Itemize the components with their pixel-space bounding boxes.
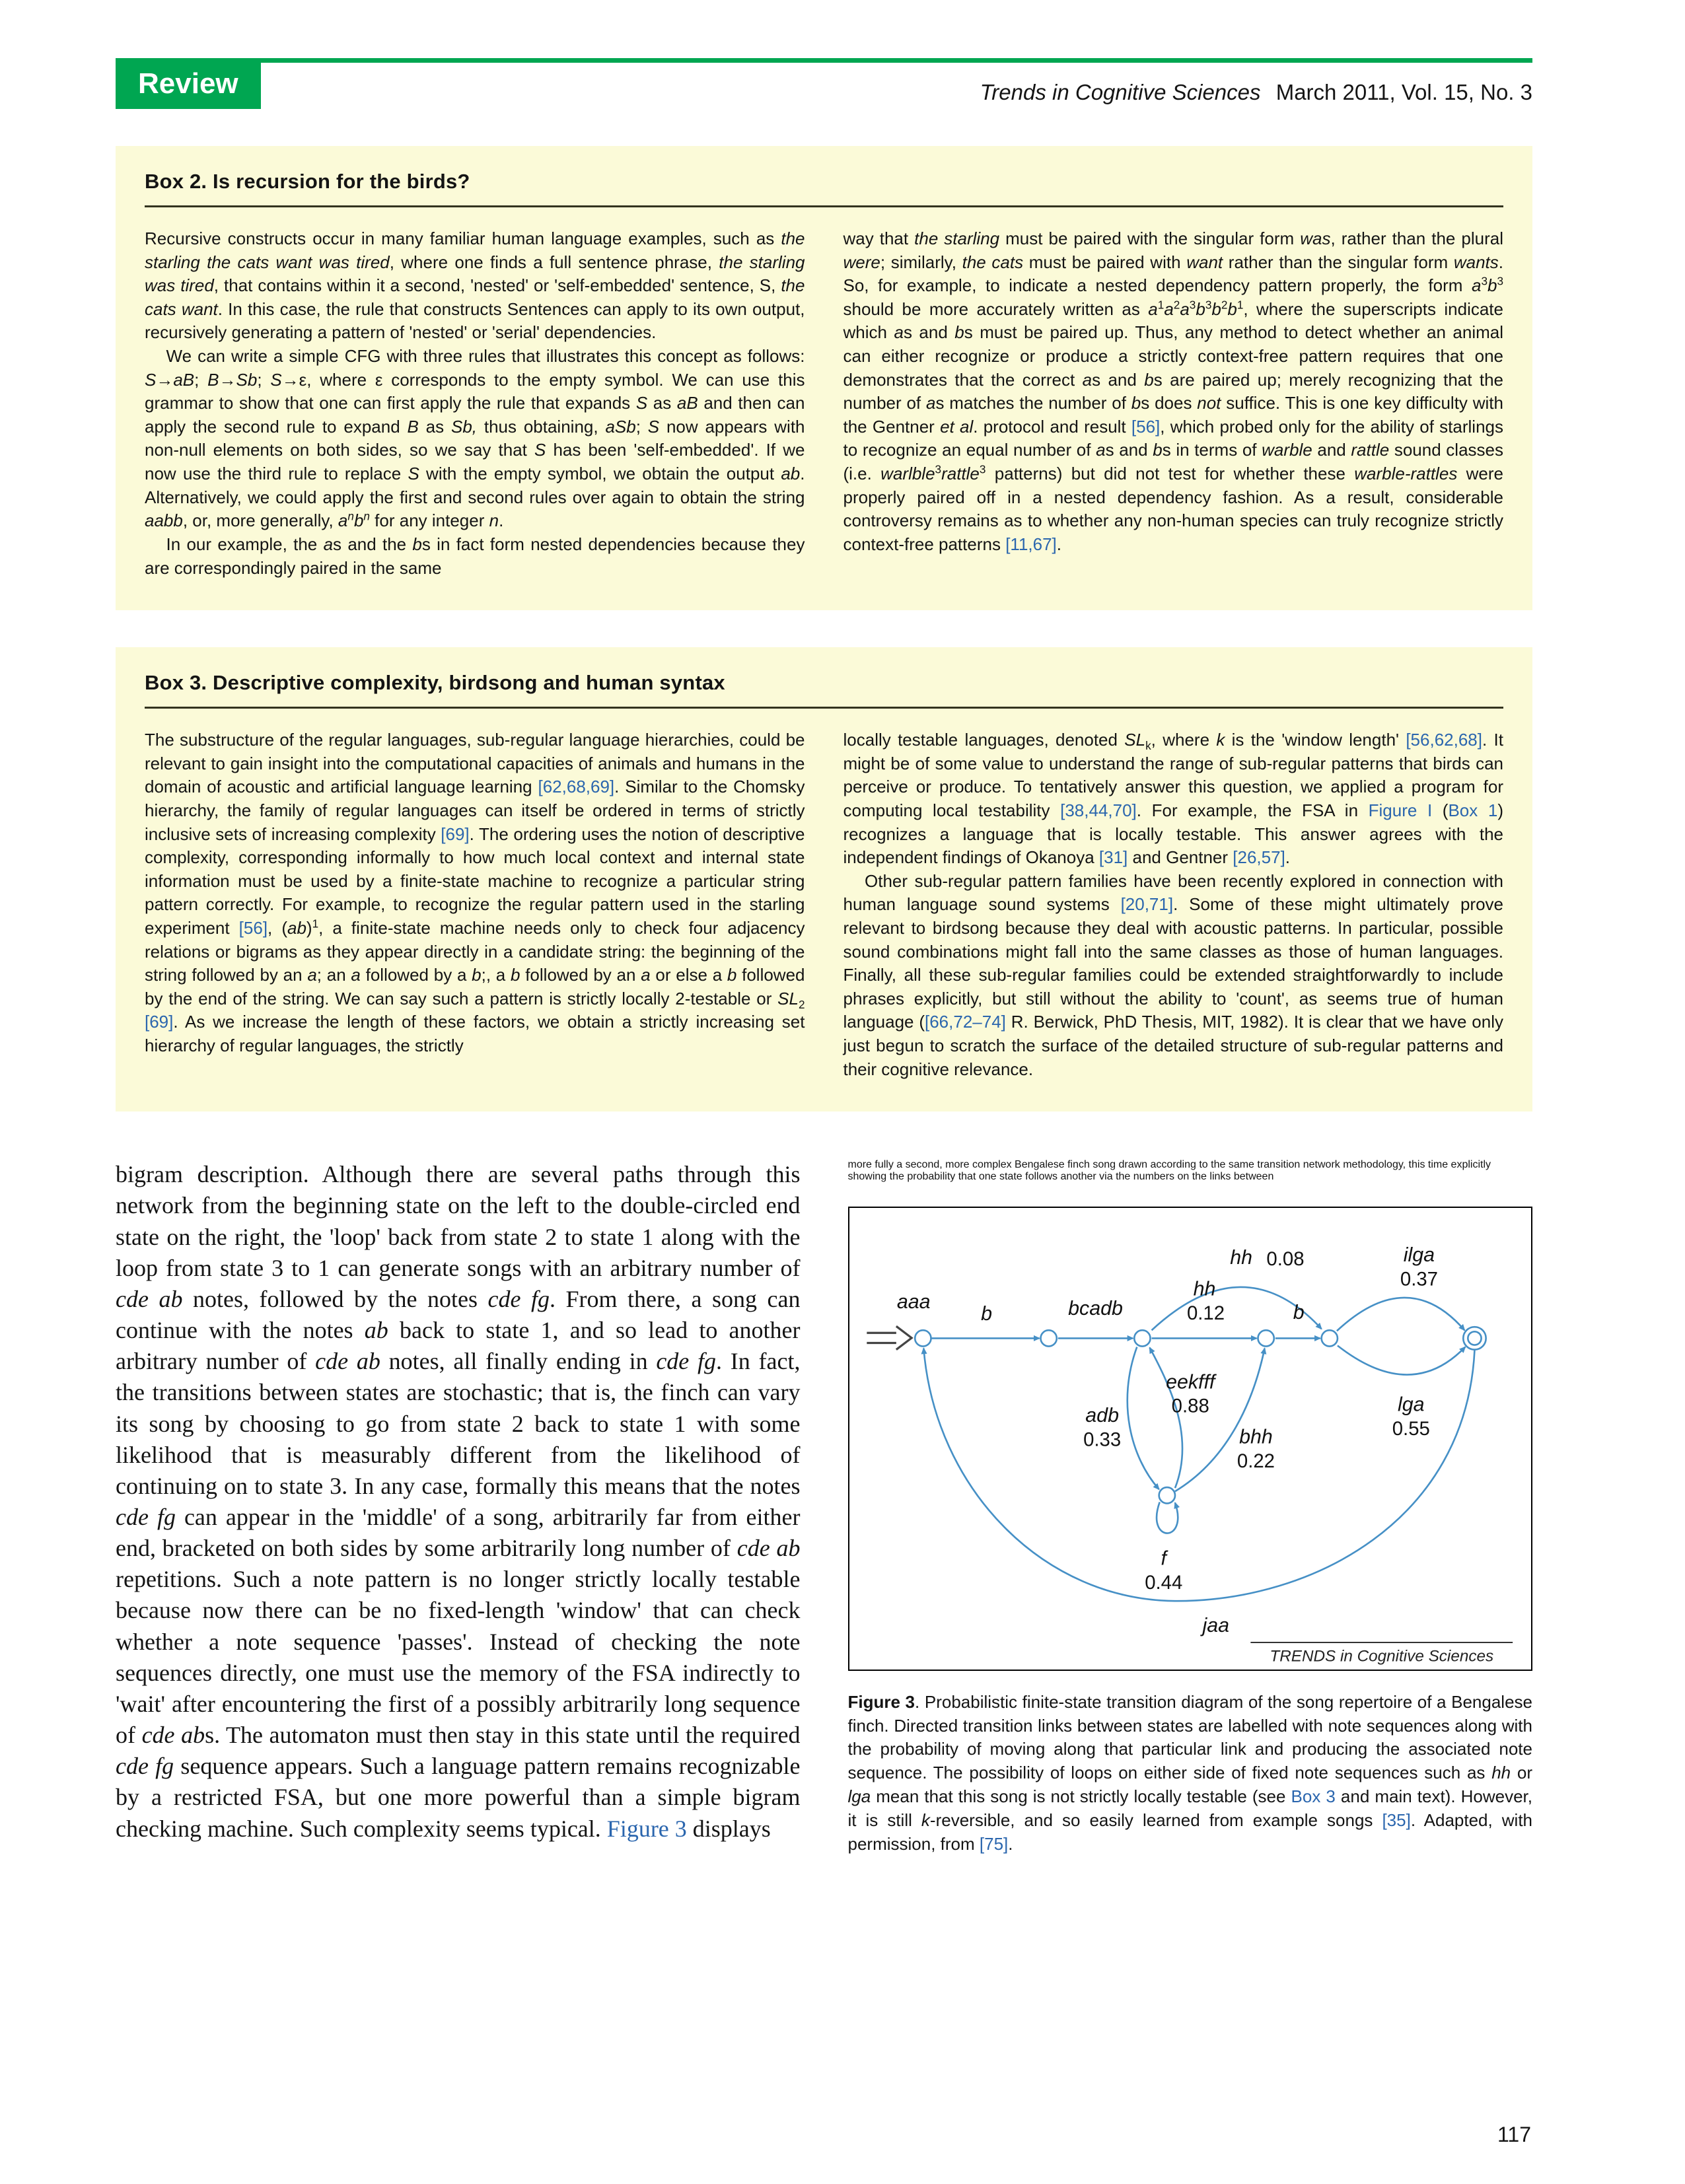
- label-lga-prob: 0.55: [1392, 1418, 1430, 1440]
- box2-left-column: [145, 227, 805, 580]
- edge-s3-lower: [1127, 1347, 1159, 1490]
- citation-link[interactable]: [20,71]: [1120, 894, 1174, 915]
- body-left-column: [116, 1159, 801, 1856]
- main-body: [116, 1159, 1532, 1856]
- label-b1: b: [980, 1303, 992, 1325]
- paragraph: The substructure of the regular languages, sub-regular language hierarchies, could be relevant to gain insight into the computational capacities of animals and humans in the domain of acoustic and artificial language learning [62,68,69]. Similar to the Chomsky hierarchy, the family of regular languages can itself be ordered in terms of strictly inclusive sets of increasing complexity [69]. The ordering uses the notion of descriptive complexity, corresponding informally to how much local context and internal state information must be used by a finite-state machine to recognize a particular string pattern correctly. For example, to recognize the regular pattern used in the starling experiment [56], (ab)$^1$, a finite-state machine needs only to check four adjacency relations or bigrams as they appear directly in a candidate string: the beginning of the string followed by an a; an a followed by a b;, a b followed by an a or else a b followed by the end of the string. We can say such a pattern is strictly locally 2-testable or $SL_2$ [69]. As we increase the length of these factors, we obtain a strictly increasing set hierarchy of regular languages, the strictly: [145, 730, 805, 1056]
- box2-title-rule: [145, 205, 1503, 207]
- page-header: [116, 58, 1532, 109]
- citation-link[interactable]: [66,72–74]: [925, 1012, 1006, 1032]
- journal-masthead: [980, 63, 1532, 105]
- label-hh12-prob: 0.12: [1186, 1302, 1225, 1325]
- figure3-caption: Figure 3. Probabilistic finite-state transition diagram of the song repertoire of a Bengalese finch. Directed transition links between states are labelled with note sequences along with the probability of moving along that particular link and producing the associated note sequence. The possibility of loops on either side of fixed note sequences such as hh or lga mean that this song is not strictly locally testable (see Box 3 and main text). However, it is still k-reversible, and so easily learned from example songs [35]. Adapted, with permission, from [75].: [847, 1691, 1533, 1854]
- state-5: [1321, 1331, 1337, 1347]
- box3-title: Box 3. Descriptive complexity, birdsong and human syntax: [145, 671, 725, 695]
- label-bhh-prob: 0.22: [1237, 1450, 1275, 1473]
- citation-link[interactable]: [31]: [1098, 847, 1128, 868]
- label-aaa: aaa: [896, 1291, 931, 1314]
- citation-link[interactable]: [56]: [1131, 416, 1161, 437]
- paragraph: In our example, the as and the bs in fact form nested dependencies because they are correspondingly paired in the same: [145, 534, 805, 578]
- finite-state-diagram: [849, 1208, 1532, 1669]
- box2-right-column: [843, 227, 1504, 580]
- final-state-inner: [1468, 1332, 1481, 1345]
- paragraph: Recursive constructs occur in many familiar human language examples, such as the starling the cats want was tired, where one finds a full sentence phrase, the starling was tired, that contains within it a second, 'nested' or 'self-embedded' sentence, S, the cats want. In this case, the rule that constructs Sentences can apply to its own output, recursively generating a pattern of 'nested' or 'serial' dependencies.: [145, 229, 805, 343]
- edge-lower-s3: [1149, 1348, 1182, 1489]
- label-hh08-prob: 0.08: [1266, 1248, 1305, 1271]
- citation-link[interactable]: [56]: [238, 918, 268, 938]
- box2-title: Box 2. Is recursion for the birds?: [145, 170, 470, 193]
- state-2: [1040, 1331, 1056, 1347]
- label-hh08-note: hh: [1229, 1247, 1252, 1269]
- journal-issue: March 2011, Vol. 15, No. 3: [1275, 80, 1532, 104]
- citation-link[interactable]: [35]: [1382, 1810, 1411, 1831]
- citation-link[interactable]: Figure 3: [606, 1815, 687, 1842]
- label-hh12-note: hh: [1193, 1278, 1215, 1300]
- citation-link[interactable]: Box 1: [1448, 800, 1498, 820]
- state-4: [1258, 1331, 1273, 1347]
- paragraph: Other sub-regular pattern families have been recently explored in connection with human language sound systems [20,71]. Some of these might ultimately prove relevant to birdsong because they deal with acoustic patterns. In particular, possible sound combinations might fall into the same classes as those of human languages. Finally, all these sub-regular families could be extended straightforwardly to include phrases explicitly, but still without the ability to 'count', as seems true of human language ([66,72–74] R. Berwick, PhD Thesis, MIT, 1982). It is clear that we have only just begun to scratch the surface of the detailed structure of sub-regular patterns and their cognitive relevance.: [843, 870, 1504, 1079]
- citation-link[interactable]: [11,67]: [1005, 534, 1057, 554]
- edge-s5-final-upper: [1336, 1298, 1464, 1331]
- journal-watermark: TRENDS in Cognitive Sciences: [1269, 1647, 1493, 1666]
- edge-s5-final-lower: [1337, 1346, 1464, 1375]
- label-adb-prob: 0.33: [1083, 1428, 1121, 1451]
- citation-link[interactable]: [26,57]: [1233, 847, 1285, 868]
- section-label: Review: [116, 63, 261, 109]
- citation-link[interactable]: [62,68,69]: [538, 777, 615, 797]
- state-lower: [1159, 1487, 1174, 1503]
- label-f-note: f: [1161, 1547, 1166, 1570]
- citation-link[interactable]: [69]: [145, 1012, 174, 1032]
- body-right-column: [848, 1159, 1533, 1856]
- box3-title-rule: [145, 707, 1503, 709]
- label-ilga-prob: 0.37: [1400, 1268, 1438, 1290]
- start-arrow-icon: [867, 1326, 912, 1349]
- label-jaa: jaa: [1201, 1615, 1229, 1637]
- journal-title: Trends in Cognitive Sciences: [980, 80, 1261, 104]
- edge-lower-selfloop: [1157, 1502, 1178, 1533]
- paragraph: locally testable languages, denoted $SL_k$, where k is the 'window length' [56,62,68]. It might be of some value to understand the range of sub-regular patterns that birds can perceive or produce. To tentatively answer this question, we applied a program for computing local testability [38,44,70]. For example, the FSA in Figure I (Box 1) recognizes a language that is locally testable. This answer agrees with the independent findings of Okanoya [31] and Gentner [26,57].: [843, 730, 1503, 868]
- citation-link[interactable]: Figure I: [1368, 800, 1433, 820]
- label-ilga-note: ilga: [1403, 1244, 1435, 1267]
- citation-link[interactable]: [56,62,68]: [1406, 730, 1482, 750]
- label-eekfff-note: eekfff: [1165, 1371, 1215, 1393]
- state-1: [915, 1331, 931, 1347]
- label-f-prob: 0.44: [1144, 1572, 1182, 1594]
- body-right-text: [848, 1159, 1533, 1183]
- figure3-frame: [848, 1207, 1533, 1670]
- box3-left-column: [145, 728, 805, 1081]
- page-number: 117: [1497, 2123, 1531, 2146]
- label-b2: b: [1293, 1302, 1305, 1324]
- paragraph: We can write a simple CFG with three rules that illustrates this concept as follows: S→aB; B→Sb; S→ε, where ε corresponds to the empty symbol. We can use this grammar to show that one can first apply the rule that expands S as aB and then can apply the second rule to expand B as Sb, thus obtaining, aSb; S now appears with non-null elements on both sides, so we say that S has been 'self-embedded'. If we now use the third rule to replace S with the empty symbol, we obtain the output ab. Alternatively, we could apply the first and second rules over again to obtain the string aabb, or, more generally, $a^nb^n$ for any integer n.: [145, 346, 805, 531]
- box2-recursion: [116, 146, 1532, 610]
- label-lga-note: lga: [1397, 1394, 1425, 1417]
- citation-link[interactable]: Box 3: [1291, 1786, 1336, 1807]
- paragraph: more fully a second, more complex Bengalese finch song drawn according to the same transition network methodology, this time explicitly showing the probability that one state follows another via the numbers on the links between: [847, 1159, 1491, 1183]
- state-3: [1134, 1331, 1150, 1347]
- citation-link[interactable]: [38,44,70]: [1060, 800, 1137, 820]
- citation-link[interactable]: [75]: [979, 1833, 1009, 1854]
- paragraph: bigram description. Although there are several paths through this network from the beginning state on the left to the double-circled end state on the right, the 'loop' back from state 2 to state 1 along with the loop from state 3 to 1 can generate songs with an arbitrary number of cde ab notes, followed by the notes cde fg. From there, a song can continue with the notes ab back to state 1, and so lead to another arbitrary number of cde ab notes, all finally ending in cde fg. In fact, the transitions between states are stochastic; that is, the finch can vary its song by choosing to go from state 2 back to state 1 with some likelihood that is measurably different from the likelihood of continuing on to state 3. In any case, formally this means that the notes cde fg can appear in the 'middle' of a song, arbitrarily far from either end, bracketed on both sides by some arbitrarily long number of cde ab repetitions. Such a note pattern is no longer strictly locally testable because now there can be no fixed-length 'window' that can check whether a note sequence 'passes'. Instead of checking the note sequences directly, one must use the memory of the FSA indirectly to 'wait' after encountering the first of a possibly arbitrarily long sequence of cde abs. The automaton must then stay in this state until the required cde fg sequence appears. Such a language pattern remains recognizable by a restricted FSA, but one more powerful than a simple bigram checking machine. Such complexity seems typical. Figure 3 displays: [116, 1161, 801, 1842]
- box3-right-column: [843, 728, 1504, 1081]
- label-bhh-note: bhh: [1238, 1426, 1273, 1448]
- citation-link[interactable]: [69]: [441, 824, 470, 844]
- label-eekfff-prob: 0.88: [1171, 1395, 1209, 1418]
- box3-descriptive-complexity: [116, 647, 1532, 1111]
- label-bcadb: bcadb: [1067, 1298, 1123, 1320]
- paragraph: way that the starling must be paired with the singular form was, rather than the plural were; similarly, the cats must be paired with want rather than the singular form wants. So, for example, to indicate a nested dependency pattern properly, the form $a^3b^3$ should be more accurately written as $a^1a^2a^3b^3b^2b^1$, where the superscripts indicate which as and bs must be paired up. Thus, any method to detect whether an animal can either recognize or produce a strictly context-free pattern requires that one demonstrates that the correct as and bs are paired up; merely recognizing that the number of as matches the number of bs does not suffice. This is one key difficulty with the Gentner et al. protocol and result [56], which probed only for the ability of starlings to recognize an equal number of as and bs in terms of warble and rattle sound classes (i.e. warlble$^3$rattle$^3$ patterns) but did not test for whether these warble-rattles were properly paired off in a nested dependency fashion. As a result, considerable controversy remains as to whether any non-human species can truly recognize strictly context-free patterns [11,67].: [843, 229, 1504, 554]
- label-adb-note: adb: [1085, 1405, 1119, 1427]
